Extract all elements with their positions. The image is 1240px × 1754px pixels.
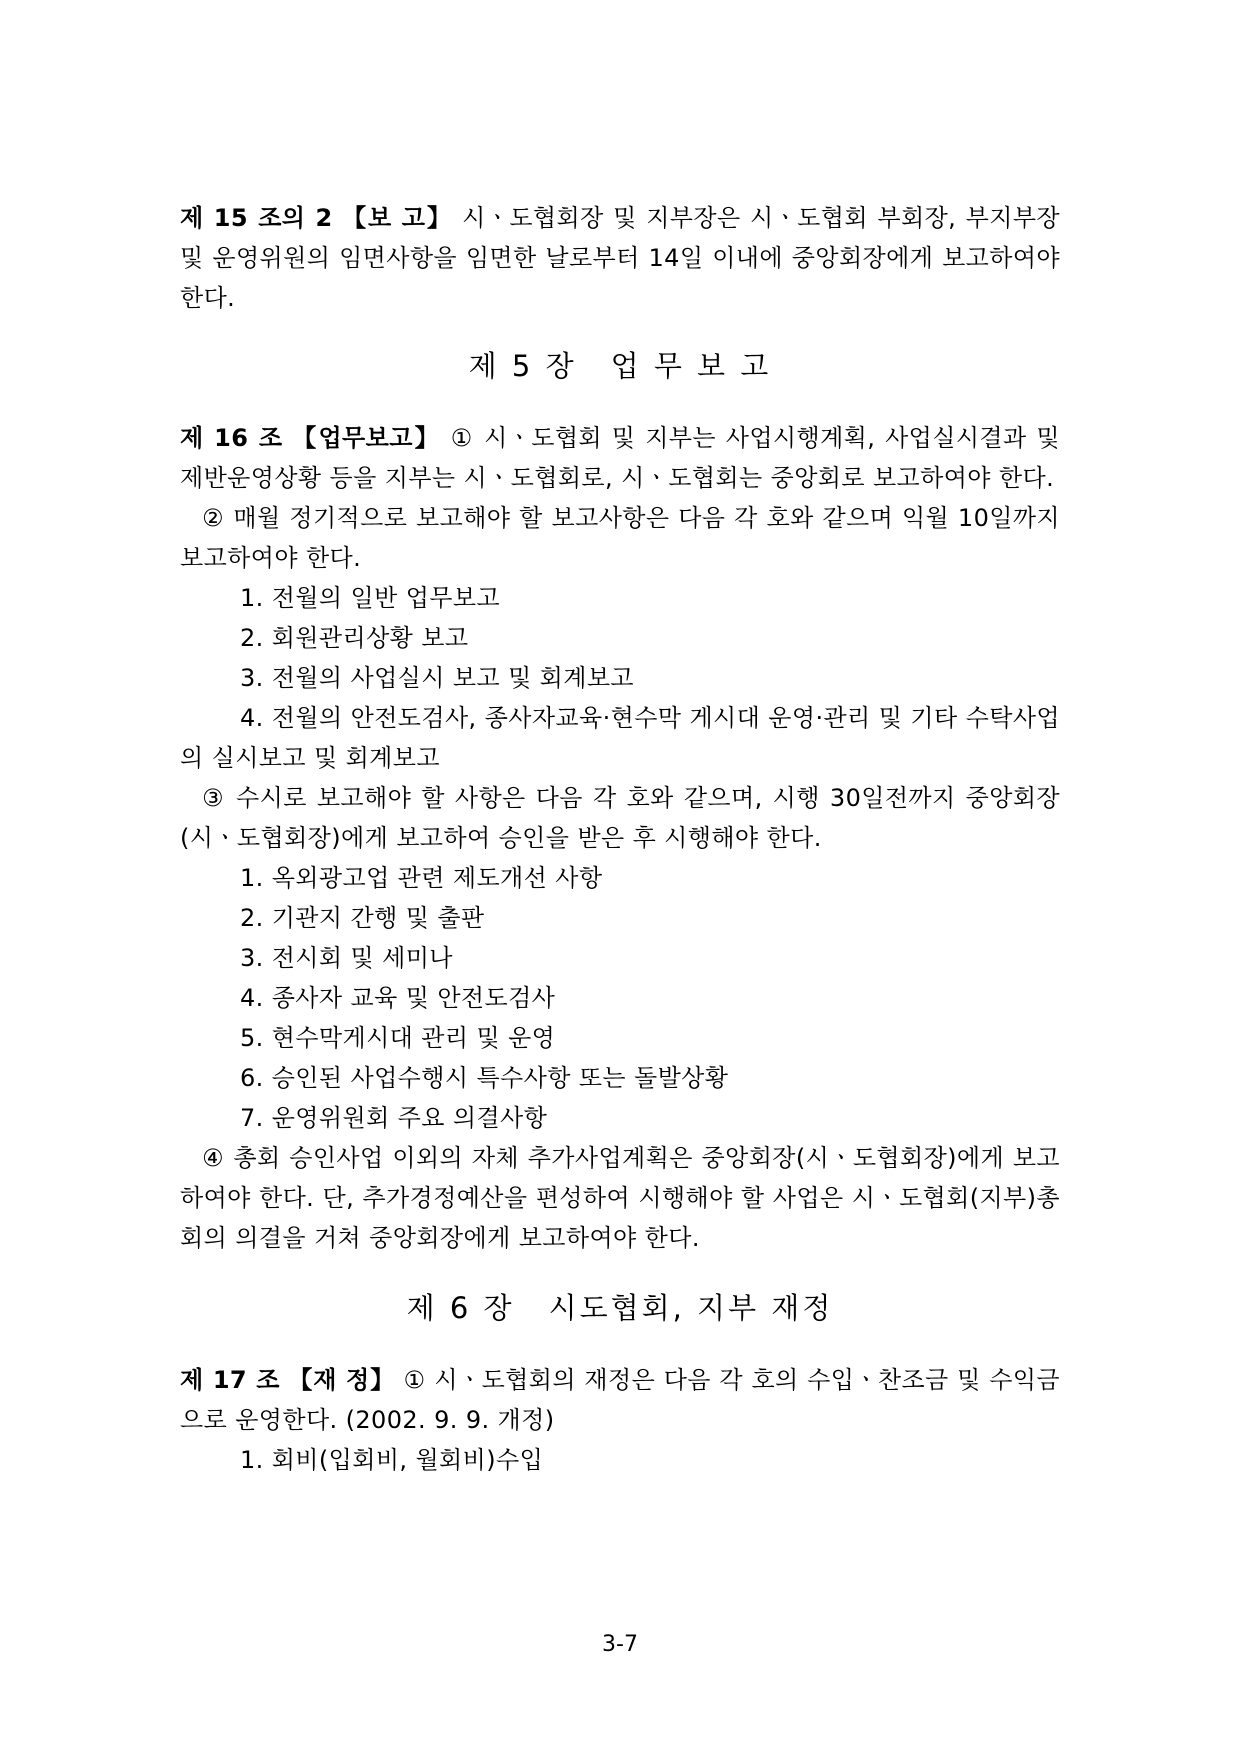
page-number: 3-7 xyxy=(602,1632,638,1657)
list-item: 7. 운영위원회 주요 의결사항 xyxy=(240,1104,548,1132)
chapter-heading-5 xyxy=(180,346,1060,386)
document-body xyxy=(180,198,1060,1480)
article-16 xyxy=(180,418,1060,498)
article-label: 제 17 조 xyxy=(180,1366,280,1394)
chapter-number: 제 5 장 xyxy=(468,349,577,383)
list-item: 2. 회원관리상황 보고 xyxy=(240,624,469,652)
article-title: 【재 정】 xyxy=(288,1366,395,1394)
chapter-title: 업 무 보 고 xyxy=(610,349,772,383)
list-item: 4. 종사자 교육 및 안전도검사 xyxy=(240,984,556,1012)
list-item: 1. 전월의 일반 업무보고 xyxy=(240,584,501,612)
article-15-2 xyxy=(180,198,1060,318)
list-item: 1. 옥외광고업 관련 제도개선 사항 xyxy=(240,864,603,892)
chapter-title: 시도협회, 지부 재정 xyxy=(548,1291,834,1325)
article-17 xyxy=(180,1360,1060,1440)
article-text: 시ㆍ도협회장 및 지부장은 시ㆍ도협회 부회장, 부지부장 및 운영위원의 임면사항을 임면한 날로부터 14일 이내에 중앙회장에게 보고하여야 한다. xyxy=(180,204,1060,312)
list-item: 3. 전시회 및 세미나 xyxy=(240,944,453,972)
list-item: 3. 전월의 사업실시 보고 및 회계보고 xyxy=(240,664,635,692)
article-paragraph-1: ① 시ㆍ도협회의 재정은 다음 각 호의 수입ㆍ찬조금 및 수익금으로 운영한다. (2002. 9. 9. 개정) xyxy=(180,1366,1060,1434)
list-item: 6. 승인된 사업수행시 특수사항 또는 돌발상황 xyxy=(240,1064,729,1092)
list-item: 2. 기관지 간행 및 출판 xyxy=(240,904,485,932)
list-item: 4. 전월의 안전도검사, 종사자교육·현수막 게시대 운영·관리 및 기타 수탁사업의 실시보고 및 회계보고 xyxy=(180,704,1060,772)
list-item: 5. 현수막게시대 관리 및 운영 xyxy=(240,1024,556,1052)
article-16-paragraph-2: ② 매월 정기적으로 보고해야 할 보고사항은 다음 각 호와 같으며 익월 10일까지 보고하여야 한다. xyxy=(180,504,1060,572)
article-label: 제 15 조의 2 xyxy=(180,204,333,232)
article-title: 【업무보고】 xyxy=(292,424,441,452)
article-title: 【보 고】 xyxy=(342,204,453,232)
list-item: 1. 회비(입회비, 월회비)수입 xyxy=(240,1446,544,1474)
chapter-number: 제 6 장 xyxy=(406,1291,515,1325)
article-paragraph-1: ① 시ㆍ도협회 및 지부는 사업시행계획, 사업실시결과 및 제반운영상황 등을 지부는 시ㆍ도협회로, 시ㆍ도협회는 중앙회로 보고하여야 한다. xyxy=(180,424,1060,492)
article-label: 제 16 조 xyxy=(180,424,283,452)
article-16-paragraph-3: ③ 수시로 보고해야 할 사항은 다음 각 호와 같으며, 시행 30일전까지 중앙회장(시ㆍ도협회장)에게 보고하여 승인을 받은 후 시행해야 한다. xyxy=(180,784,1060,852)
article-16-paragraph-4: ④ 총회 승인사업 이외의 자체 추가사업계획은 중앙회장(시ㆍ도협회장)에게 보고하여야 한다. 단, 추가경정예산을 편성하여 시행해야 할 사업은 시ㆍ도협회(지부)총회의 의결을 거쳐 중앙회장에게 보고하여야 한다. xyxy=(180,1144,1060,1252)
chapter-heading-6 xyxy=(180,1288,1060,1328)
